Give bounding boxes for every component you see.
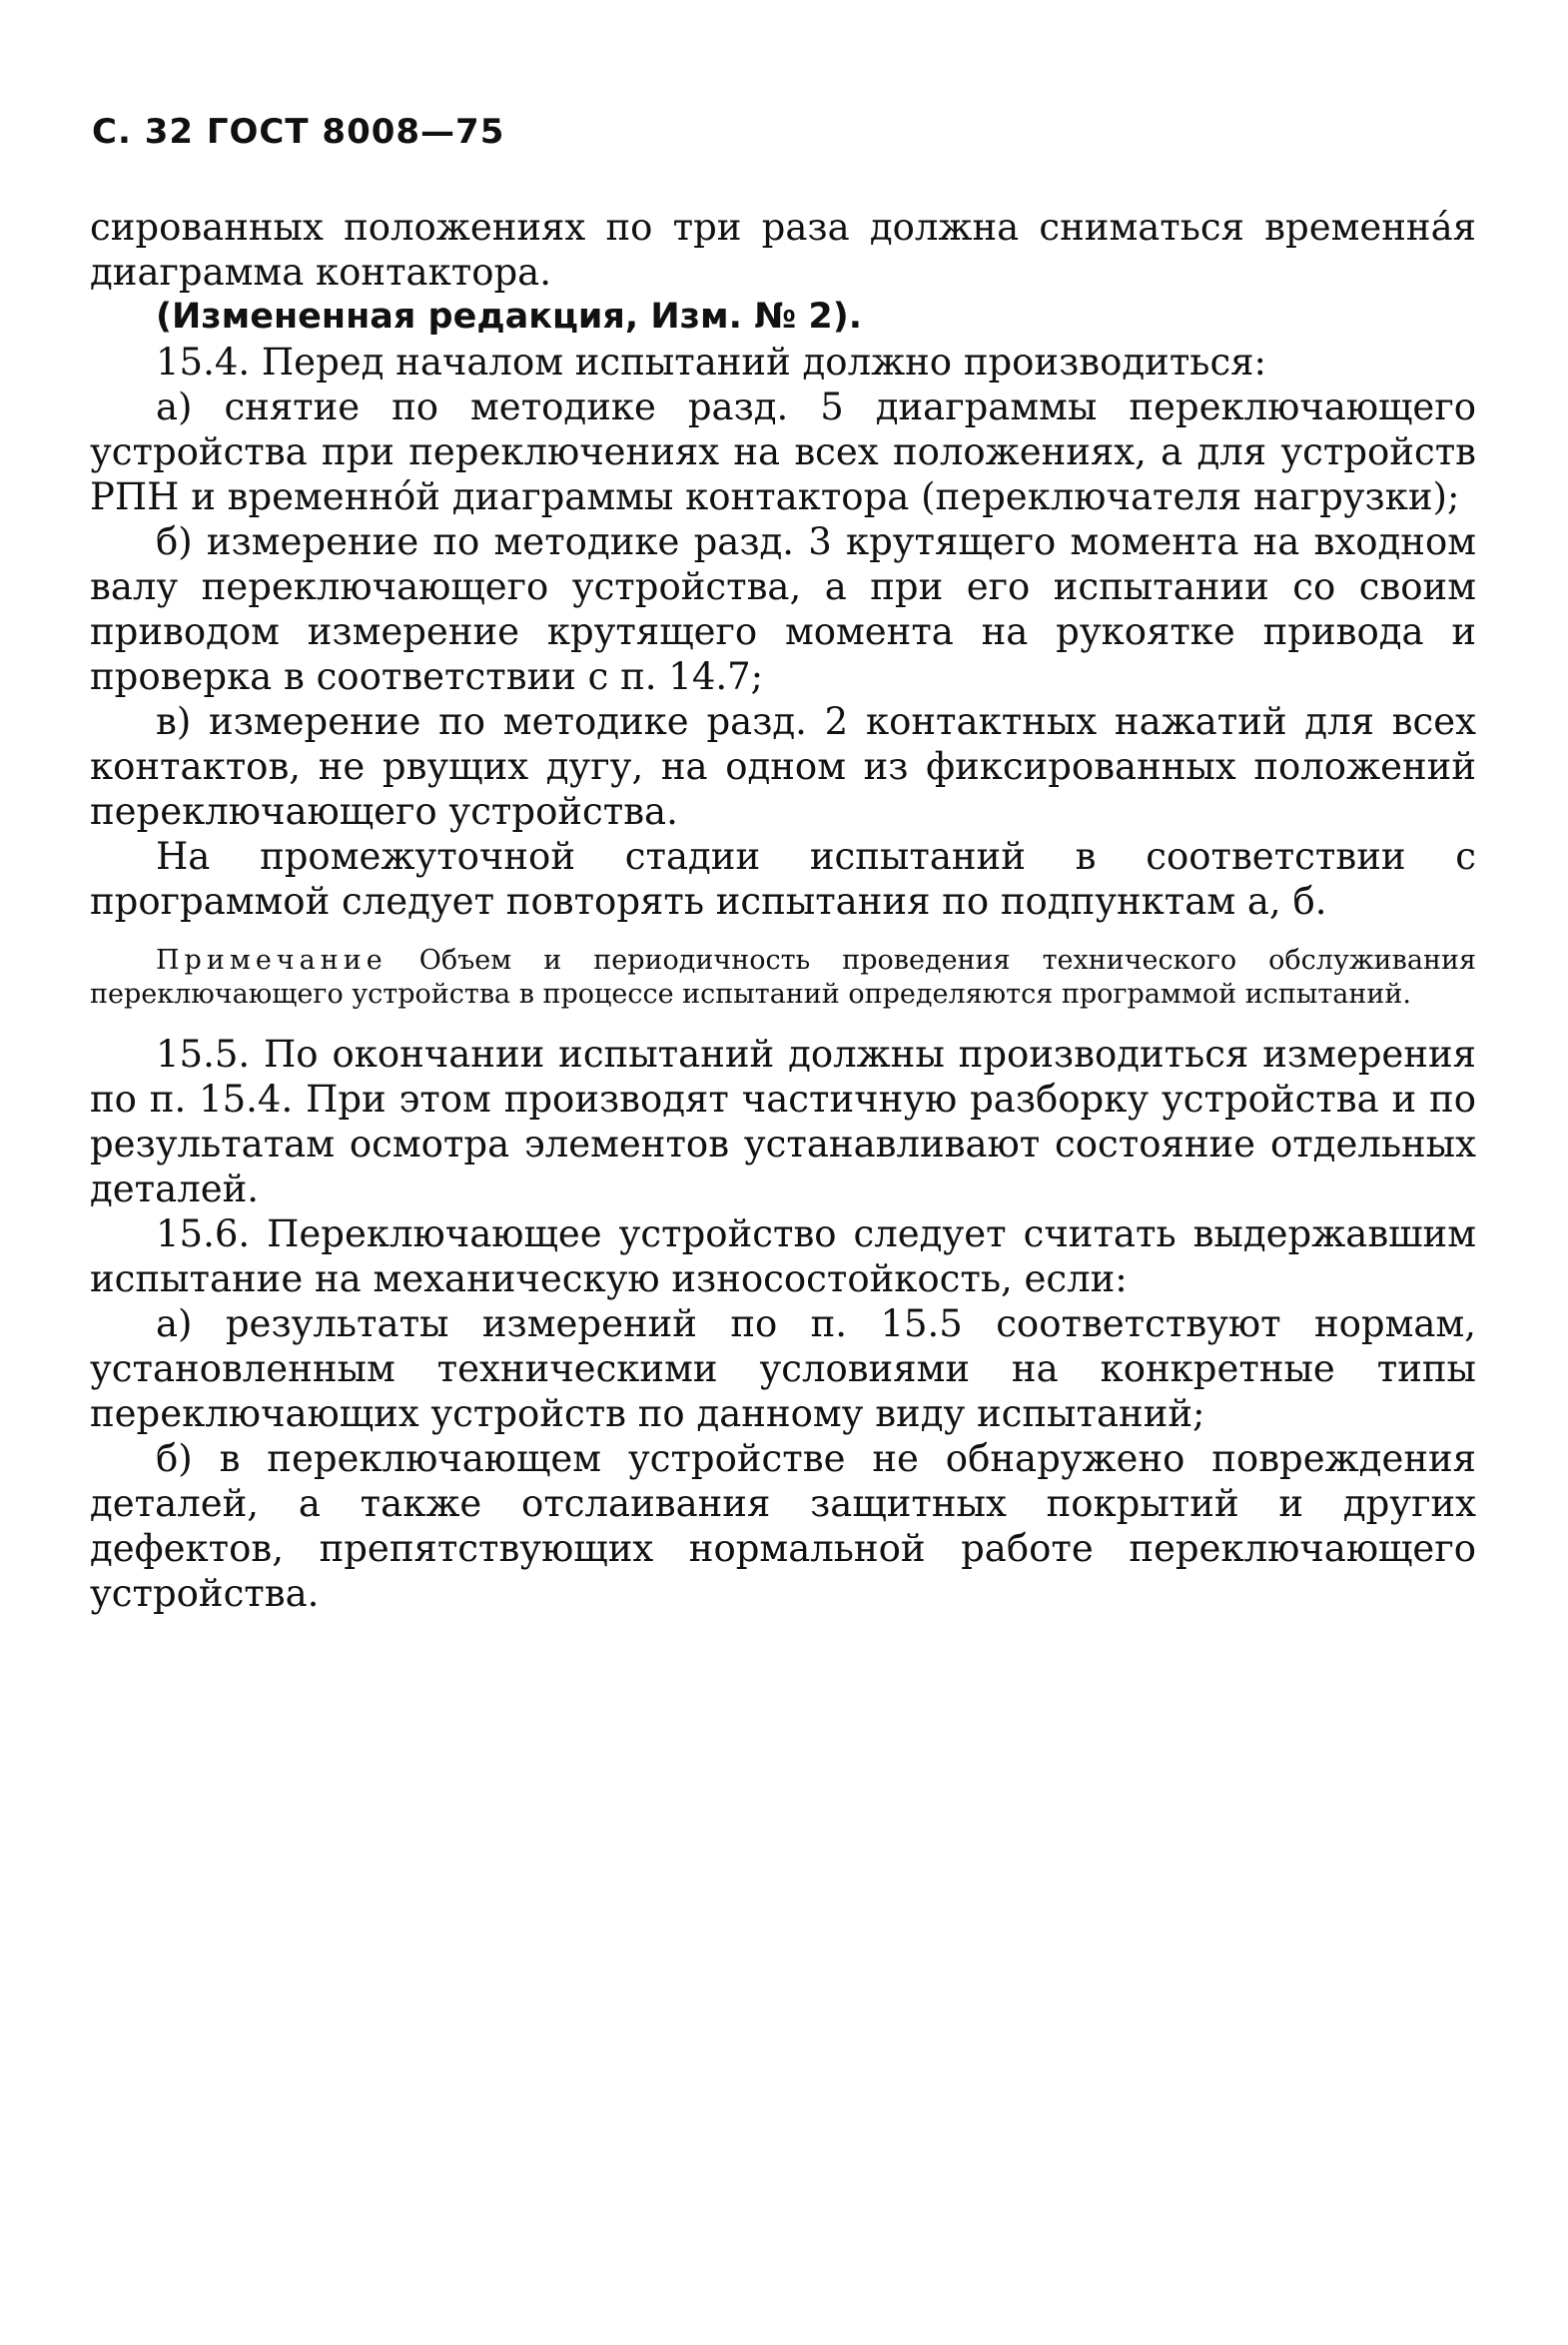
clause-15-4-v: в) измерение по методике разд. 2 контактных нажатий для всех контактов, не рвущих дугу, на одном из фиксированных положений переключающего устройства.: [90, 700, 1476, 833]
clause-15-4: 15.4. Перед началом испытаний должно производиться:: [156, 341, 1266, 384]
clause-15-4-a: а) снятие по методике разд. 5 диаграммы переключающего устройства при переключениях на всех положениях, а для устройств РПН и временно́й диаграммы контактора (переключателя нагрузки);: [90, 386, 1476, 518]
clause-15-5: 15.5. По окончании испытаний должны производиться измерения по п. 15.4. При этом производят частичную разборку устройства и по результатам осмотра элементов устанавливают состояние отдельных деталей.: [90, 1033, 1476, 1210]
note-label: Примечание: [156, 945, 388, 976]
page-header: С. 32 ГОСТ 8008—75: [92, 112, 505, 152]
note-paragraph: [90, 944, 1476, 1012]
intermediate-stage-paragraph: На промежуточной стадии испытаний в соответствии с программой следует повторять испытания по подпунктам а, б.: [90, 835, 1476, 923]
paragraph-continuation: сированных положениях по три раза должна сниматься временна́я диаграмма контактора.: [90, 206, 1476, 294]
clause-15-6-b: б) в переключающем устройстве не обнаружено повреждения деталей, а также отслаивания защитных покрытий и других дефектов, препятствующих нормальной работе переключающего устройства.: [90, 1437, 1476, 1615]
document-body: [90, 205, 1476, 1616]
clause-15-6-a: а) результаты измерений по п. 15.5 соответствуют нормам, установленным техническими условиями на конкретные типы переключающих устройств по данному виду испытаний;: [90, 1302, 1476, 1435]
clause-15-4-b: б) измерение по методике разд. 3 крутящего момента на входном валу переключающего устройства, а при его испытании со своим приводом измерение крутящего момента на рукоятке привода и проверка в соответствии с п. 14.7;: [90, 520, 1476, 698]
clause-15-6: 15.6. Переключающее устройство следует считать выдержавшим испытание на механическую износостойкость, если:: [90, 1212, 1476, 1300]
amendment-note: (Измененная редакция, Изм. № 2).: [156, 297, 863, 337]
note-text: Объем и периодичность проведения технического обслуживания переключающего устройства в процессе испытаний определяются программой испытаний.: [90, 945, 1476, 1010]
